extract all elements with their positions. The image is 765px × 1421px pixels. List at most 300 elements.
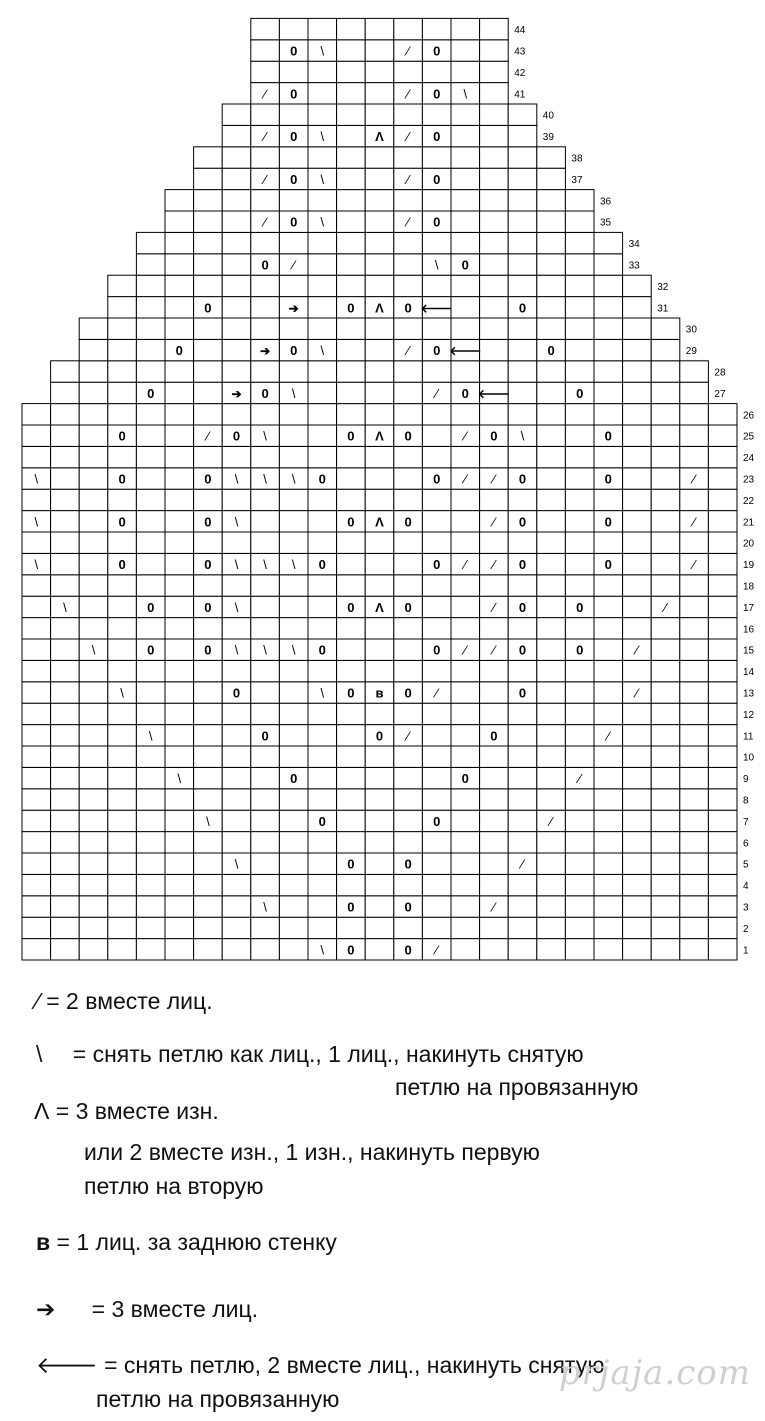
ssk-symbol-icon: \ (34, 471, 39, 487)
chart-cell (422, 18, 451, 39)
chart-cell (565, 553, 594, 574)
chart-cell (623, 489, 652, 510)
chart-cell (308, 190, 337, 211)
chart-cell (565, 660, 594, 681)
chart-cell (136, 425, 165, 446)
k2tog-symbol-icon: ⁄ (435, 685, 438, 701)
chart-cell (651, 446, 680, 467)
chart-cell (708, 810, 737, 831)
chart-cell (651, 382, 680, 403)
row-number-label: 30 (685, 324, 697, 336)
chart-cell (680, 532, 709, 553)
chart-cell (708, 682, 737, 703)
chart-cell (222, 339, 251, 360)
chart-cell (537, 618, 566, 639)
chart-cell (480, 40, 509, 61)
k2tog-symbol-icon: ⁄ (693, 557, 696, 573)
chart-cell (251, 874, 280, 895)
chart-cell (537, 468, 566, 489)
chart-cell (337, 211, 366, 232)
sk2p-symbol-icon: 🡐 (477, 386, 510, 401)
chart-cell (365, 468, 394, 489)
chart-cell (451, 618, 480, 639)
chart-cell (594, 275, 623, 296)
yo-symbol-icon: 0 (261, 257, 269, 273)
chart-cell (51, 361, 80, 382)
chart-cell (51, 575, 80, 596)
ssk-symbol-icon: \ (234, 471, 239, 487)
chart-cell (451, 361, 480, 382)
chart-cell (651, 725, 680, 746)
chart-cell (222, 404, 251, 425)
p3tog-symbol-icon: Λ (375, 129, 384, 145)
chart-cell (251, 147, 280, 168)
ssk-symbol-icon: \ (234, 856, 239, 872)
chart-cell (251, 61, 280, 82)
chart-cell (651, 639, 680, 660)
chart-cell (22, 767, 51, 788)
chart-cell (508, 275, 537, 296)
k2tog-symbol-icon: ⁄ (435, 942, 438, 958)
chart-cell (708, 511, 737, 532)
yo-symbol-icon: 0 (404, 514, 412, 530)
chart-cell (194, 682, 223, 703)
yo-symbol-icon: 0 (490, 428, 498, 444)
legend-item-p3tog-line3 (84, 1170, 264, 1202)
yo-symbol-icon: 0 (576, 599, 584, 615)
chart-cell (136, 489, 165, 510)
chart-cell (480, 211, 509, 232)
row-number-label: 19 (743, 560, 755, 572)
chart-cell (194, 746, 223, 767)
chart-cell (451, 275, 480, 296)
chart-cell (251, 190, 280, 211)
yo-symbol-icon: 0 (518, 514, 527, 530)
legend-item-ssk-line2 (395, 1071, 638, 1103)
k2tog-symbol-icon: ⁄ (206, 428, 209, 444)
chart-cell (308, 575, 337, 596)
chart-cell (680, 382, 709, 403)
chart-cell (422, 596, 451, 617)
p3tog-symbol-icon: Λ (375, 514, 384, 530)
chart-cell (594, 703, 623, 724)
chart-cell (451, 168, 480, 189)
yo-symbol-icon: 0 (490, 728, 498, 744)
chart-cell (279, 489, 308, 510)
chart-cell (22, 639, 51, 660)
chart-cell (51, 746, 80, 767)
row-number-label: 4 (743, 881, 749, 893)
chart-cell (194, 489, 223, 510)
chart-cell (594, 682, 623, 703)
chart-cell (651, 532, 680, 553)
chart-cell (394, 832, 423, 853)
chart-cell (136, 232, 165, 253)
yo-symbol-icon: 0 (518, 471, 527, 487)
chart-cell (537, 168, 566, 189)
chart-cell (451, 746, 480, 767)
chart-cell (136, 874, 165, 895)
chart-cell (222, 532, 251, 553)
chart-cell (708, 596, 737, 617)
chart-cell (308, 297, 337, 318)
chart-cell (279, 446, 308, 467)
chart-cell (79, 532, 108, 553)
chart-cell (565, 468, 594, 489)
chart-cell (337, 575, 366, 596)
chart-cell (394, 789, 423, 810)
chart-cell (394, 275, 423, 296)
chart-cell (422, 618, 451, 639)
chart-cell (365, 789, 394, 810)
chart-cell (337, 147, 366, 168)
chart-cell (108, 746, 137, 767)
legend-text: = 3 вместе лиц. (91, 1296, 259, 1322)
ssk-symbol-icon: \ (63, 599, 67, 615)
chart-cell (337, 917, 366, 938)
chart-cell (565, 211, 594, 232)
chart-cell (623, 725, 652, 746)
ssk-symbol-icon: \ (234, 642, 239, 658)
row-number-label: 8 (743, 795, 749, 807)
chart-cell (308, 853, 337, 874)
k3tog-symbol-icon: ➔ (260, 344, 271, 359)
chart-cell (508, 767, 537, 788)
chart-cell (394, 232, 423, 253)
chart-cell (194, 211, 223, 232)
chart-cell (22, 746, 51, 767)
chart-cell (108, 810, 137, 831)
chart-cell (165, 725, 194, 746)
chart-cell (651, 767, 680, 788)
chart-cell (680, 618, 709, 639)
chart-cell (136, 767, 165, 788)
chart-cell (108, 404, 137, 425)
chart-cell (194, 318, 223, 339)
chart-cell (222, 489, 251, 510)
yo-symbol-icon: 0 (433, 813, 441, 829)
k2tog-symbol-icon: ⁄ (492, 642, 495, 658)
chart-cell (537, 190, 566, 211)
chart-cell (337, 190, 366, 211)
chart-cell (537, 639, 566, 660)
chart-cell (308, 832, 337, 853)
legend-item-p3tog (34, 1095, 219, 1127)
chart-cell (79, 896, 108, 917)
chart-cell (451, 318, 480, 339)
chart-cell (337, 618, 366, 639)
chart-cell (480, 147, 509, 168)
yo-symbol-icon: 0 (347, 685, 355, 701)
row-number-label: 38 (571, 153, 583, 165)
chart-cell (51, 618, 80, 639)
chart-cell (708, 703, 737, 724)
chart-cell (337, 254, 366, 275)
yo-symbol-icon: 0 (318, 813, 326, 829)
ssk-symbol-icon: \ (263, 471, 267, 487)
k3tog-symbol-icon: ➔ (36, 1296, 56, 1322)
yo-symbol-icon: 0 (518, 599, 527, 615)
chart-cell (165, 361, 194, 382)
chart-cell (537, 939, 566, 960)
row-number-label: 15 (743, 645, 755, 657)
chart-cell (651, 618, 680, 639)
chart-cell (22, 682, 51, 703)
k2tog-symbol-icon: ⁄ (407, 171, 410, 187)
chart-cell (565, 404, 594, 425)
chart-cell (365, 339, 394, 360)
chart-cell (565, 939, 594, 960)
chart-cell (136, 746, 165, 767)
chart-cell (365, 61, 394, 82)
chart-cell (565, 575, 594, 596)
yo-symbol-icon: 0 (118, 471, 126, 487)
yo-symbol-icon: 0 (261, 385, 269, 401)
chart-cell (22, 425, 51, 446)
chart-cell (51, 917, 80, 938)
yo-symbol-icon: 0 (604, 428, 612, 444)
chart-cell (308, 789, 337, 810)
chart-cell (365, 917, 394, 938)
chart-cell (565, 297, 594, 318)
chart-cell (565, 874, 594, 895)
chart-cell (279, 896, 308, 917)
chart-cell (651, 660, 680, 681)
chart-cell (308, 232, 337, 253)
chart-cell (308, 618, 337, 639)
chart-cell (279, 361, 308, 382)
chart-cell (51, 468, 80, 489)
yo-symbol-icon: 0 (118, 514, 126, 530)
chart-cell (51, 853, 80, 874)
chart-cell (422, 660, 451, 681)
chart-cell (680, 682, 709, 703)
chart-cell (451, 682, 480, 703)
chart-cell (508, 789, 537, 810)
yo-symbol-icon: 0 (318, 642, 326, 658)
chart-cell (365, 553, 394, 574)
chart-cell (365, 660, 394, 681)
chart-cell (165, 853, 194, 874)
chart-cell (279, 318, 308, 339)
chart-cell (222, 254, 251, 275)
yo-symbol-icon: 0 (433, 86, 441, 102)
chart-cell (308, 61, 337, 82)
chart-cell (480, 532, 509, 553)
chart-cell (508, 532, 537, 553)
chart-cell (594, 297, 623, 318)
chart-cell (251, 810, 280, 831)
chart-cell (136, 468, 165, 489)
chart-cell (394, 917, 423, 938)
chart-cell (222, 168, 251, 189)
chart-cell (51, 939, 80, 960)
chart-cell (537, 275, 566, 296)
chart-cell (337, 361, 366, 382)
chart-cell (565, 725, 594, 746)
chart-cell (79, 703, 108, 724)
chart-cell (394, 254, 423, 275)
chart-cell (451, 125, 480, 146)
ssk-symbol-icon: \ (291, 385, 296, 401)
chart-cell (651, 553, 680, 574)
chart-cell (79, 339, 108, 360)
chart-cell (79, 810, 108, 831)
chart-cell (22, 404, 51, 425)
chart-cell (480, 746, 509, 767)
chart-cell (394, 404, 423, 425)
chart-cell (365, 404, 394, 425)
chart-cell (22, 810, 51, 831)
chart-cell (279, 104, 308, 125)
k2tog-symbol-icon: ⁄ (264, 86, 267, 102)
yo-symbol-icon: 0 (518, 300, 527, 316)
chart-cell (480, 446, 509, 467)
chart-cell (136, 703, 165, 724)
chart-cell (136, 339, 165, 360)
chart-cell (165, 532, 194, 553)
k2tog-symbol-icon: ⁄ (407, 343, 410, 359)
row-number-label: 43 (514, 46, 526, 58)
chart-cell (222, 275, 251, 296)
chart-cell (623, 511, 652, 532)
chart-cell (508, 874, 537, 895)
chart-cell (537, 361, 566, 382)
chart-cell (594, 874, 623, 895)
chart-cell (108, 896, 137, 917)
yo-symbol-icon: 0 (433, 43, 441, 59)
chart-cell (165, 190, 194, 211)
chart-cell (79, 618, 108, 639)
chart-cell (251, 361, 280, 382)
ssk-symbol-icon: \ (177, 771, 182, 787)
chart-cell (136, 917, 165, 938)
chart-cell (422, 532, 451, 553)
chart-cell (680, 917, 709, 938)
chart-cell (594, 254, 623, 275)
chart-cell (708, 446, 737, 467)
chart-cell (365, 639, 394, 660)
ssk-symbol-icon: \ (434, 257, 439, 273)
chart-cell (594, 618, 623, 639)
chart-cell (308, 532, 337, 553)
chart-cell (680, 725, 709, 746)
chart-cell (337, 125, 366, 146)
chart-cell (308, 83, 337, 104)
chart-cell (537, 404, 566, 425)
chart-cell (365, 232, 394, 253)
chart-cell (194, 275, 223, 296)
chart-cell (365, 767, 394, 788)
k2tog-symbol-icon: ⁄ (578, 771, 581, 787)
chart-cell (22, 853, 51, 874)
chart-cell (508, 725, 537, 746)
chart-cell (365, 40, 394, 61)
chart-cell (308, 382, 337, 403)
chart-cell (480, 660, 509, 681)
chart-cell (708, 489, 737, 510)
chart-cell (108, 853, 137, 874)
chart-cell (165, 382, 194, 403)
chart-cell (194, 446, 223, 467)
chart-cell (251, 532, 280, 553)
yo-symbol-icon: 0 (461, 771, 469, 787)
chart-cell (308, 767, 337, 788)
chart-cell (51, 682, 80, 703)
chart-cell (422, 725, 451, 746)
chart-cell (708, 725, 737, 746)
yo-symbol-icon: 0 (204, 300, 212, 316)
chart-cell (165, 232, 194, 253)
chart-cell (594, 404, 623, 425)
chart-cell (51, 553, 80, 574)
chart-cell (194, 575, 223, 596)
chart-cell (708, 917, 737, 938)
yo-symbol-icon: 0 (204, 557, 212, 573)
chart-cell (422, 425, 451, 446)
chart-cell (594, 639, 623, 660)
chart-cell (565, 618, 594, 639)
chart-cell (451, 703, 480, 724)
chart-cell (279, 147, 308, 168)
chart-cell (651, 318, 680, 339)
chart-cell (394, 18, 423, 39)
chart-cell (194, 404, 223, 425)
chart-cell (451, 832, 480, 853)
chart-cell (279, 725, 308, 746)
chart-cell (165, 682, 194, 703)
yo-symbol-icon: 0 (261, 728, 269, 744)
chart-cell (394, 382, 423, 403)
chart-cell (422, 318, 451, 339)
chart-cell (394, 61, 423, 82)
chart-cell (165, 425, 194, 446)
k2tog-symbol-icon: ⁄ (464, 642, 467, 658)
chart-cell (337, 874, 366, 895)
chart-cell (565, 361, 594, 382)
chart-cell (451, 211, 480, 232)
chart-cell (108, 382, 137, 403)
chart-cell (337, 553, 366, 574)
chart-cell (337, 746, 366, 767)
chart-cell (308, 660, 337, 681)
chart-cell (337, 532, 366, 553)
sk2p-symbol-icon: 🡐 (36, 1352, 98, 1378)
k2tog-symbol-icon: ⁄ (407, 43, 410, 59)
chart-cell (108, 917, 137, 938)
chart-cell (51, 832, 80, 853)
chart-cell (508, 446, 537, 467)
chart-cell (394, 874, 423, 895)
chart-cell (537, 874, 566, 895)
chart-cell (194, 789, 223, 810)
legend-text: или 2 вместе изн., 1 изн., накинуть первую (84, 1139, 540, 1165)
chart-cell (22, 660, 51, 681)
yo-symbol-icon: 0 (404, 942, 412, 958)
chart-cell (708, 789, 737, 810)
chart-cell (537, 789, 566, 810)
chart-cell (537, 446, 566, 467)
chart-cell (708, 767, 737, 788)
yo-symbol-icon: 0 (204, 642, 212, 658)
chart-cell (594, 767, 623, 788)
chart-cell (394, 489, 423, 510)
chart-cell (480, 104, 509, 125)
chart-cell (337, 275, 366, 296)
chart-cell (537, 297, 566, 318)
chart-cell (651, 896, 680, 917)
chart-cell (680, 789, 709, 810)
